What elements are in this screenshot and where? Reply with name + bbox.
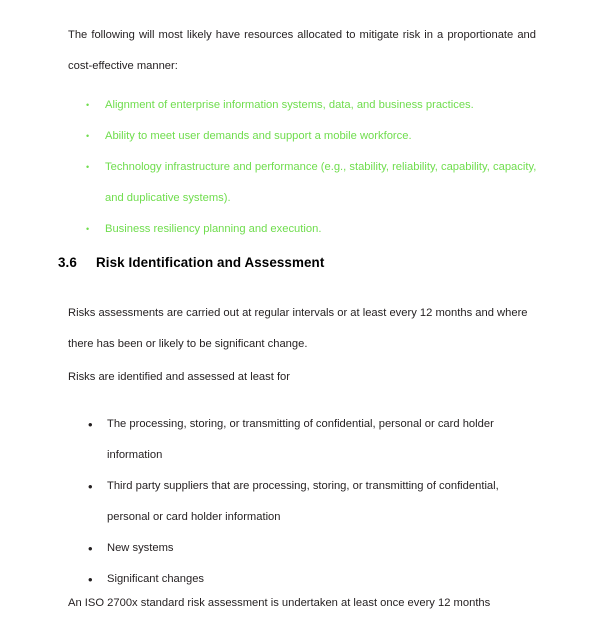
list-item — [86, 90, 545, 121]
list-item-label: Alignment of enterprise information systems, data, and business practices. — [105, 99, 474, 111]
list-item — [86, 121, 545, 152]
section-title: Risk Identification and Assessment — [96, 255, 325, 270]
table-row — [88, 533, 543, 564]
highlighted-list — [86, 90, 545, 245]
bullet-icon: • — [86, 224, 90, 234]
list-item-label: Third party suppliers that are processing, storing, or transmitting of confidential, personal or card holder information — [107, 480, 499, 523]
body-paragraph-2: Risks are identified and assessed at least for — [68, 371, 291, 383]
intro-paragraph: The following will most likely have resources allocated to mitigate risk in a proportionate and cost-effective manner: — [68, 29, 536, 72]
bullet-icon: • — [88, 479, 93, 494]
bullet-icon: • — [88, 572, 93, 587]
table-row — [88, 409, 543, 471]
list-item-label: New systems — [107, 542, 174, 554]
list-item — [86, 152, 545, 214]
bullet-icon: • — [86, 131, 90, 141]
table-row — [88, 471, 543, 533]
bullet-icon: • — [88, 417, 93, 432]
clipped-bottom-line: An ISO 2700x standard risk assessment is undertaken at least once every 12 months — [68, 597, 491, 609]
list-item-label: Significant changes — [107, 573, 205, 585]
list-item-label: The processing, storing, or transmitting of confidential, personal or card holder information — [107, 418, 494, 461]
body-paragraph-1: Risks assessments are carried out at regular intervals or at least every 12 months and where there has been or likely to be significant change. — [68, 307, 528, 350]
bullet-icon: • — [86, 100, 90, 110]
list-item-label: Business resiliency planning and execution. — [105, 223, 322, 235]
bullet-icon: • — [88, 541, 93, 556]
assessment-list — [88, 409, 543, 595]
bullet-icon: • — [86, 162, 90, 172]
section-number: 3.6 — [58, 255, 77, 270]
section-heading — [58, 255, 324, 270]
list-item-label: Ability to meet user demands and support a mobile workforce. — [105, 130, 412, 142]
list-item — [86, 214, 545, 245]
list-item-label: Technology infrastructure and performance (e.g., stability, reliability, capability, capacity, and duplicative systems). — [105, 161, 537, 204]
